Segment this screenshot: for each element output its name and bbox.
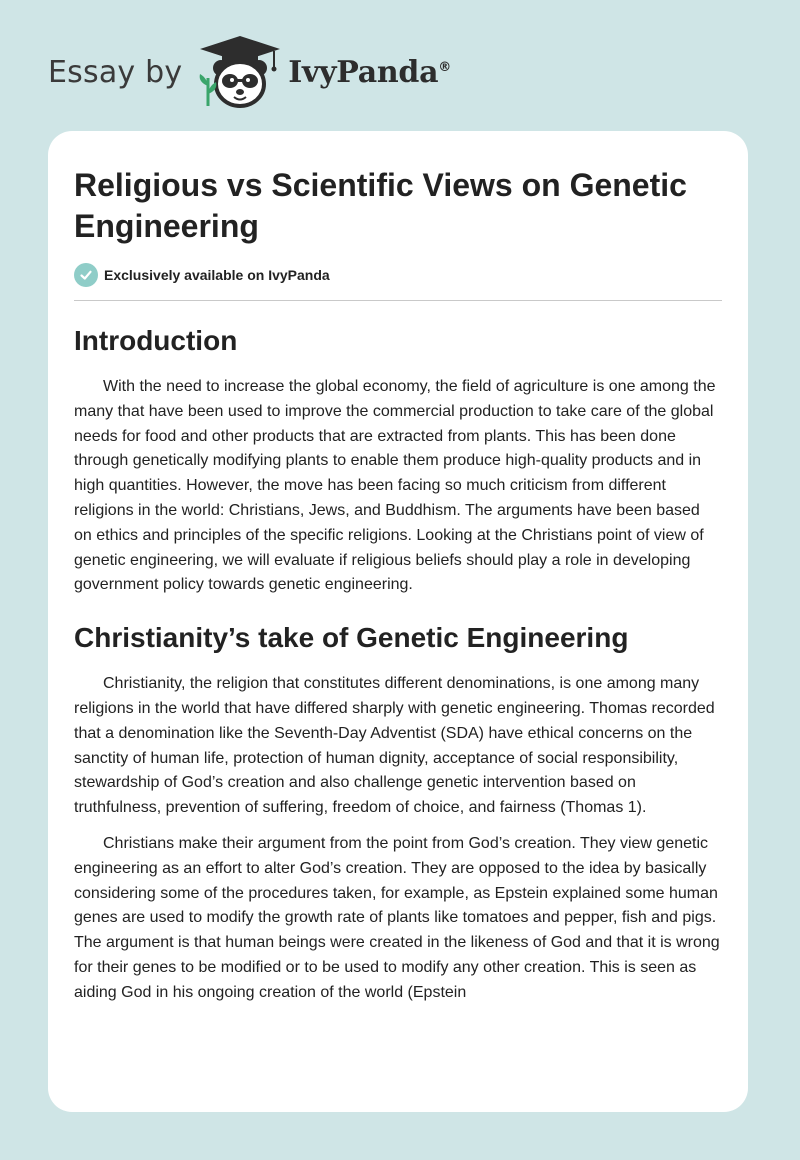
section-heading: Introduction: [74, 325, 238, 356]
brand-name: [288, 55, 451, 90]
exclusive-badge-label: Exclusively available on IvyPanda: [104, 267, 330, 283]
paragraph: Christians make their argument from the point from God’s creation. They view genetic engineering as an effort to alter God’s creation. They are opposed to the idea by basically considering some of the procedures taken, for example, as Epstein explained some human genes are used to modify the growth rate of plants like tomatoes and pepper, fish and pigs. The argument is that human beings were created in the likeness of God and that it is wrong for their genes to be modified or to be used to modify any other creation. This is seen as aiding God in his ongoing creation of the world (Epstein: [74, 834, 720, 1001]
essay-title: Religious vs Scientific Views on Genetic Engineering: [74, 167, 687, 244]
check-icon: [74, 263, 98, 287]
paragraph: With the need to increase the global economy, the field of agriculture is one among the many that have been used to improve the commercial production to take care of the global needs for food and other products that are extracted from plants. This has been done through genetically modifying plants to enable them produce high-quality products and in high quantities. However, the move has been facing so much criticism from different religions in the world: Christians, Jews, and Buddhism. The arguments have been based on ethics and principles of the specific religions. Looking at the Christians point of view of genetic engineering, we will evaluate if religious beliefs should play a role in developing government policy towards genetic engineering.: [74, 378, 716, 594]
panda-logo-icon[interactable]: [194, 34, 286, 110]
essay-content: [48, 131, 748, 1006]
section-introduction: [74, 324, 722, 598]
paragraph: Christianity, the religion that constitutes different denominations, is one among many religions in the world that have differed sharply with genetic engineering. Thomas recorded that a denomination like the Seventh-Day Adventist (SDA) have ethical concerns on the sanctity of human life, protection of human dignity, acceptance of social responsibility, stewardship of God’s creation and also challenge genetic intervention based on truthfulness, prevention of suffering, freedom of choice, and fairness (Thomas 1).: [74, 675, 715, 817]
section-heading: Christianity’s take of Genetic Engineering: [74, 622, 629, 654]
exclusive-badge: [74, 263, 722, 301]
registered-mark: ®: [438, 59, 451, 75]
site-header: [48, 34, 451, 110]
section-christianity: [74, 621, 722, 1005]
brand-prefix: Essay by: [48, 54, 183, 90]
essay-card: [48, 131, 748, 1112]
brand-name-text: IvyPanda: [288, 54, 439, 90]
